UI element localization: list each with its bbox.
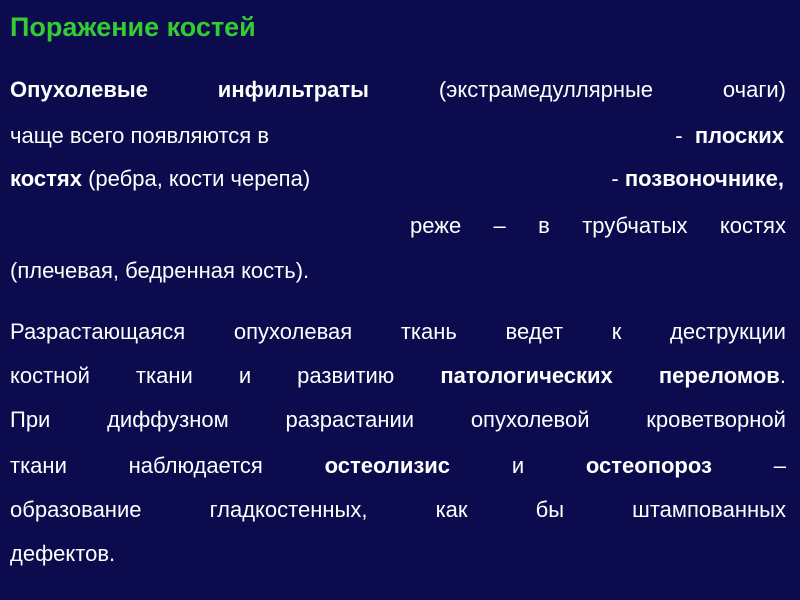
p2-l3-w4: опухолевой xyxy=(470,407,590,432)
p2-l1-w5: к xyxy=(611,319,622,344)
p2-l4-w1: ткани xyxy=(10,453,67,478)
p2-l2-w4: развитию xyxy=(297,363,395,388)
p2-l5-w4: бы xyxy=(535,497,565,522)
p1-line-3-right xyxy=(611,165,784,193)
p2-l4-dash: – xyxy=(773,453,786,478)
p1-line-4 xyxy=(410,212,786,240)
p1-l3-bones: костях xyxy=(10,166,82,191)
p2-l2-w1: костной xyxy=(10,363,90,388)
p2-l1-w1: Разрастающаяся xyxy=(10,319,186,344)
p2-l5-w1: образование xyxy=(10,497,142,522)
p1-l4-w3: в xyxy=(538,213,550,238)
p2-l2-w2: ткани xyxy=(135,363,193,388)
p1-l1-w3: (экстрамедуллярные xyxy=(438,77,654,102)
p1-l1-w2: инфильтраты xyxy=(217,77,369,102)
p2-l3-w2: диффузном xyxy=(107,407,229,432)
p2-l1-w2: опухолевая xyxy=(233,319,353,344)
p2-l5-w3: как xyxy=(435,497,468,522)
p2-line-5 xyxy=(10,496,786,524)
p1-l2-dash: - xyxy=(675,123,683,148)
p1-l4-w2: – xyxy=(493,213,506,238)
p2-l2-pathological: патологических xyxy=(440,363,613,388)
p2-l5-w2: гладкостенных, xyxy=(209,497,368,522)
p1-l1-w1: Опухолевые xyxy=(10,77,148,102)
p2-l2-w3: и xyxy=(238,363,252,388)
p2-line-1 xyxy=(10,318,786,346)
p1-line-2-left: чаще всего появляются в xyxy=(10,123,270,148)
p1-l4-w5: костях xyxy=(719,213,786,238)
p2-l2-fractures: переломов xyxy=(658,363,780,388)
p1-l3-spine: позвоночнике, xyxy=(624,166,784,191)
p1-line-3-left xyxy=(10,165,310,193)
p2-l1-w3: ткань xyxy=(400,319,457,344)
p1-l4-w4: трубчатых xyxy=(582,213,688,238)
p2-l1-w6: деструкции xyxy=(670,319,786,344)
p1-line-5: (плечевая, бедренная кость). xyxy=(10,258,310,283)
slide-title: Поражение костей xyxy=(10,12,256,42)
p2-l3-w3: разрастании xyxy=(285,407,415,432)
p1-l2-flat: плоских xyxy=(694,123,784,148)
p2-l3-w5: кроветворной xyxy=(646,407,786,432)
p1-l3-dash: - xyxy=(611,166,619,191)
p1-l1-w4: очаги) xyxy=(722,77,786,102)
p2-l4-osteolysis: остеолизис xyxy=(324,453,451,478)
p1-l4-w1: реже xyxy=(410,213,462,238)
p2-l5-w5: штампованных xyxy=(632,497,786,522)
p2-line-6: дефектов. xyxy=(10,541,116,566)
p1-l3-paren: (ребра, кости черепа) xyxy=(88,166,311,191)
p1-line-1 xyxy=(10,76,786,104)
p2-l1-w4: ведет xyxy=(505,319,564,344)
p2-l4-and: и xyxy=(511,453,525,478)
p2-l2-period: . xyxy=(779,363,786,388)
p2-l4-w2: наблюдается xyxy=(128,453,263,478)
p1-line-2-right xyxy=(675,122,784,150)
p2-line-3 xyxy=(10,406,786,434)
p2-line-2 xyxy=(10,362,786,390)
p2-line-4 xyxy=(10,452,786,480)
p2-l4-osteoporosis: остеопороз xyxy=(585,453,712,478)
p2-l3-w1: При xyxy=(10,407,51,432)
